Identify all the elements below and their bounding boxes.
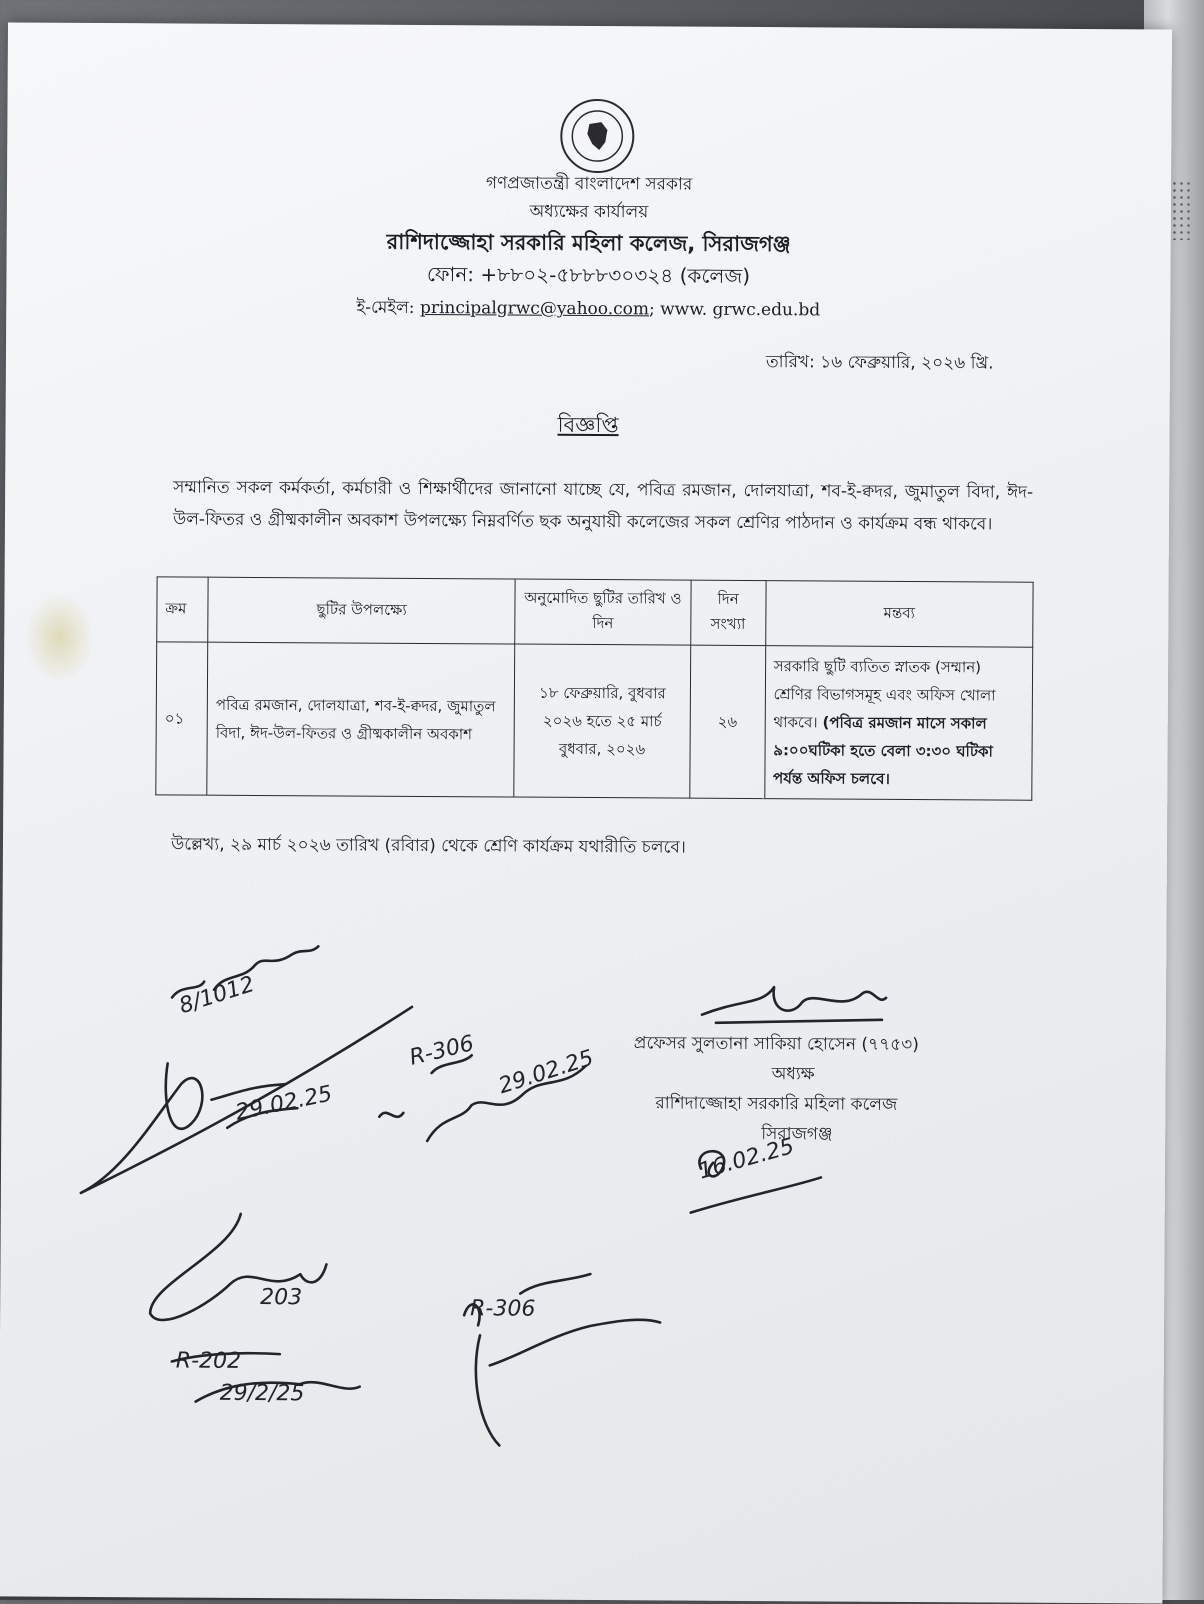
svg-text:R-306: R-306 — [470, 1296, 536, 1322]
header-occasion: ছুটির উপলক্ষ্যে — [208, 577, 516, 644]
signatory-college: রাশিদাজ্জোহা সরকারি মহিলা কলেজ — [655, 1093, 898, 1115]
signatory-name: প্রফেসর সুলতানা সাকিয়া হোসেন (৭৭৫৩) — [633, 1033, 919, 1056]
svg-text:29/2/25: 29/2/25 — [219, 1380, 305, 1407]
header-dates: অনুমোদিত ছুটির তারিখ ও দিন — [515, 579, 691, 645]
signatory-city: সিরাজগঞ্জ — [761, 1124, 833, 1145]
principal-initial — [699, 1151, 724, 1176]
email-address: principalgrwc@yahoo.com — [419, 297, 650, 320]
cell-serial: ০১ — [156, 642, 208, 795]
email-label: ই-মেইল: — [356, 297, 415, 318]
holiday-table — [155, 576, 1033, 800]
cell-remarks — [764, 646, 1032, 801]
svg-text:R-306: R-306 — [407, 1031, 477, 1071]
svg-text:29.02.25: 29.02.25 — [233, 1081, 335, 1126]
contact-line — [6, 292, 1170, 327]
signatory-designation: অধ্যক্ষ — [771, 1064, 815, 1085]
cell-occasion: পবিত্র রমজান, দোলযাত্রা, শব-ই-ক্বদর, জুমাতুল বিদা, ঈদ-উল-ফিতর ও গ্রীষ্মকালীন অবকাশ — [207, 642, 515, 797]
notice-body: সম্মানিত সকল কর্মকর্তা, কর্মচারী ও শিক্ষার্থীদের জানানো যাচ্ছে যে, পবিত্র রমজান, দোলযাত্রা, শব-ই-ক্বদর, জুমাতুল বিদা, ঈদ-উল-ফিতর ও গ্রীষ্মকালীন অবকাশ উপলক্ষ্যে নিম্নবর্ণিত ছক অনুযায়ী কলেজের সকল শ্রেণির পাঠদান ও কার্যক্রম বন্ধ থাকবে। — [172, 477, 1034, 535]
svg-text:8/1012: 8/1012 — [176, 971, 258, 1020]
svg-text:29.02.25: 29.02.25 — [495, 1045, 597, 1100]
signature-3 — [150, 1213, 327, 1321]
svg-text:203: 203 — [260, 1285, 303, 1311]
principal-signature — [702, 987, 886, 1016]
table-header-row — [157, 577, 1033, 647]
cell-days: ২৬ — [689, 645, 765, 798]
college-name: রাশিদাজ্জোহা সরকারি মহিলা কলেজ, সিরাজগঞ্জ — [386, 229, 791, 257]
website: ; www. grwc.edu.bd — [648, 299, 821, 321]
office-name: অধ্যক্ষের কার্যালয় — [529, 201, 649, 223]
resumption-note: উল্লেখ্য, ২৯ মার্চ ২০২৬ তারিখ (রবিার) থেকে শ্রেণি কার্যক্রম যথারীতি চলবে। — [170, 834, 686, 858]
notice-title: বিজ্ঞপ্তি — [557, 412, 619, 438]
header-days: দিন সংখ্যা — [690, 580, 765, 645]
government-seal-icon — [559, 98, 635, 174]
signature-2 — [379, 1055, 586, 1142]
remarks-text: সরকারি ছুটি ব্যতিত স্নাতক (সম্মান) শ্রেণির বিভাগসমূহ এবং অফিস খোলা থাকবে। — [773, 657, 996, 732]
phone-number: ফোন: +৮৮০২-৫৮৮৮৩০৩২৪ (কলেজ) — [426, 262, 751, 288]
svg-text:16.02.25: 16.02.25 — [695, 1133, 797, 1185]
remarks-office-hours: (পবিত্র রমজান মাসে সকাল ৯:০০ঘটিকা হতে বেলা ৩:৩০ ঘটিকা পর্যন্ত অফিস চলবে। — [773, 713, 993, 788]
table-row — [156, 642, 1033, 800]
signature-4 — [463, 1304, 660, 1446]
signature-1 — [172, 945, 318, 998]
cell-dates: ১৮ ফেব্রুয়ারি, বুধবার ২০২৬ হতে ২৫ মার্চ বুধবার, ২০২৬ — [514, 644, 690, 798]
notice-paper — [0, 22, 1172, 1603]
notice-date: তারিখ: ১৬ ফেব্রুয়ারি, ২০২৬ খ্রি. — [765, 352, 994, 374]
header-remarks: মন্তব্য — [765, 581, 1033, 648]
svg-text:R-202: R-202 — [175, 1348, 242, 1374]
header-serial: ক্রম — [157, 577, 208, 642]
government-name: গণপ্রজাতন্ত্রী বাংলাদেশ সরকার — [485, 173, 693, 195]
paper-stain — [24, 593, 95, 683]
